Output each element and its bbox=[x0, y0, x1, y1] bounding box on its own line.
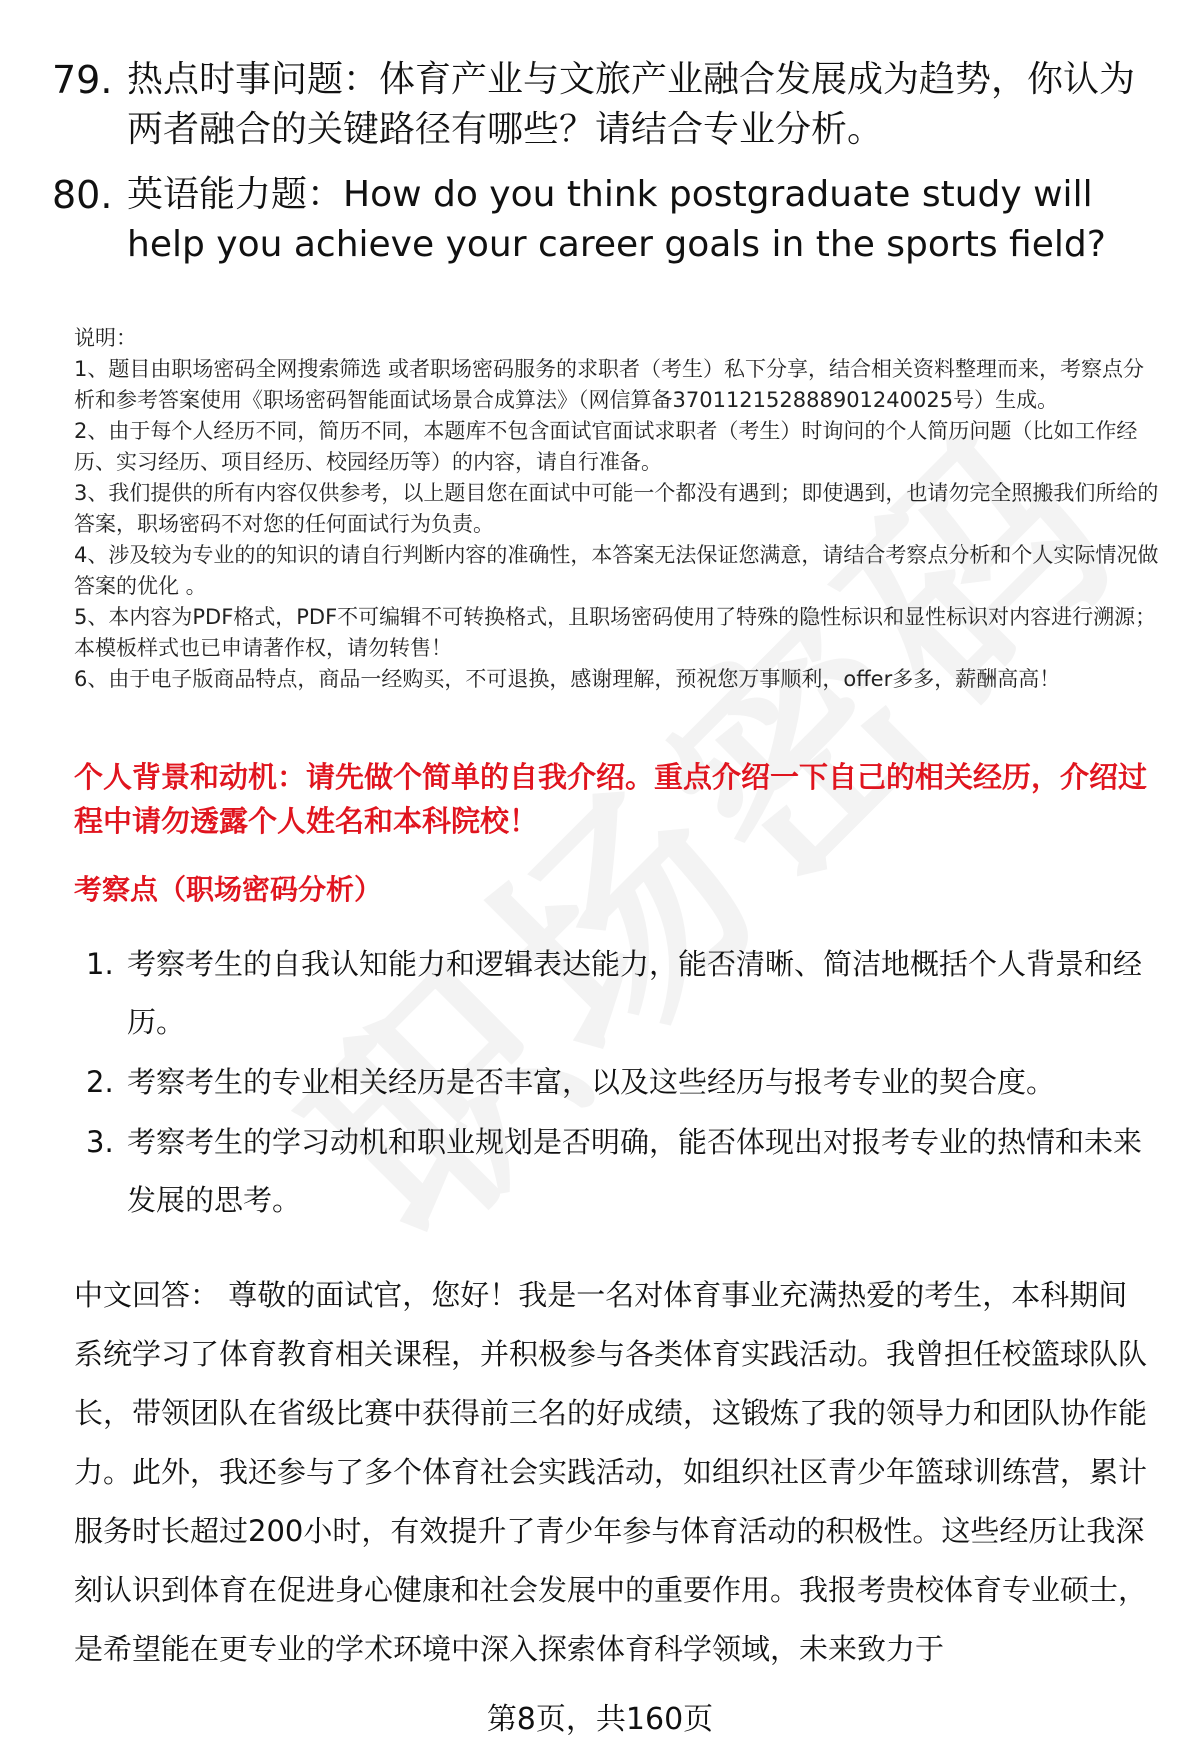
question-text: 英语能力题：How do you think postgraduate study will help you achieve your career goals in the sports field? bbox=[127, 174, 1106, 265]
answer-text: 中文回答： 尊敬的面试官，您好！我是一名对体育事业充满热爱的考生，本科期间系统学习了体育教育相关课程，并积极参与各类体育实践活动。我曾担任校篮球队队长，带领团队在省级比赛中获得前三名的好成绩，这锻炼了我的领导力和团队协作能力。此外，我还参与了多个体育社会实践活动，如组织社区青少年篮球训练营，累计服务时长超过200小时，有效提升了青少年参与体育活动的积极性。这些经历让我深刻认识到体育在促进身心健康和社会发展中的重要作用。我报考贵校体育专业硕士，是希望能在更专业的学术环境中深入探索体育科学领域，未来致力于 bbox=[74, 1278, 1148, 1666]
notes-item: 1、题目由职场密码全网搜索筛选 或者职场密码服务的求职者（考生）私下分享，结合相关资料整理而来，考察点分析和参考答案使用《职场密码智能面试场景合成算法》（网信算备370112152888901240025号）生成。 bbox=[74, 357, 1145, 412]
notes-item: 3、我们提供的所有内容仅供参考，以上题目您在面试中可能一个都没有遇到；即使遇到，也请勿完全照搬我们所给的答案，职场密码不对您的任何面试行为负责。 bbox=[74, 481, 1159, 536]
analysis-point bbox=[0, 1053, 1200, 1111]
notes-item: 4、涉及较为专业的的知识的请自行判断内容的准确性，本答案无法保证您满意，请结合考察点分析和个人实际情况做答案的优化 。 bbox=[74, 543, 1159, 598]
point-text: 考察考生的专业相关经历是否丰富，以及这些经历与报考专业的契合度。 bbox=[127, 1065, 1056, 1099]
question-number: 79. bbox=[52, 58, 113, 102]
analysis-point bbox=[0, 935, 1200, 1051]
point-number: 1. bbox=[86, 947, 114, 981]
question-number: 80. bbox=[52, 173, 113, 217]
question-text: 热点时事问题：体育产业与文旅产业融合发展成为趋势，你认为两者融合的关键路径有哪些？请结合专业分析。 bbox=[127, 59, 1136, 150]
point-number: 2. bbox=[86, 1065, 114, 1099]
interview-question: 个人背景和动机：请先做个简单的自我介绍。重点介绍一下自己的相关经历，介绍过程中请勿透露个人姓名和本科院校！ bbox=[74, 760, 1148, 838]
notes-item: 2、由于每个人经历不同，简历不同，本题库不包含面试官面试求职者（考生）时询问的个人简历问题（比如工作经历、实习经历、项目经历、校园经历等）的内容，请自行准备。 bbox=[74, 419, 1138, 474]
analysis-points bbox=[0, 935, 1200, 1229]
analysis-point bbox=[0, 1113, 1200, 1229]
page-number: 第8页，共160页 bbox=[486, 1702, 714, 1737]
notes-item: 6、由于电子版商品特点，商品一经购买，不可退换，感谢理解，预祝您万事顺利，offer多多，薪酬高高！ bbox=[74, 667, 1061, 691]
analysis-heading: 考察点（职场密码分析） bbox=[74, 873, 383, 906]
point-text: 考察考生的学习动机和职业规划是否明确，能否体现出对报考专业的热情和未来发展的思考。 bbox=[127, 1125, 1143, 1217]
point-text: 考察考生的自我认知能力和逻辑表达能力，能否清晰、简洁地概括个人背景和经历。 bbox=[127, 947, 1143, 1039]
notes-block bbox=[74, 323, 1164, 695]
point-number: 3. bbox=[86, 1125, 114, 1159]
notes-item: 5、本内容为PDF格式，PDF不可编辑不可转换格式，且职场密码使用了特殊的隐性标识和显性标识对内容进行溯源；本模板样式也已申请著作权，请勿转售！ bbox=[74, 605, 1157, 660]
notes-title: 说明： bbox=[74, 326, 137, 350]
